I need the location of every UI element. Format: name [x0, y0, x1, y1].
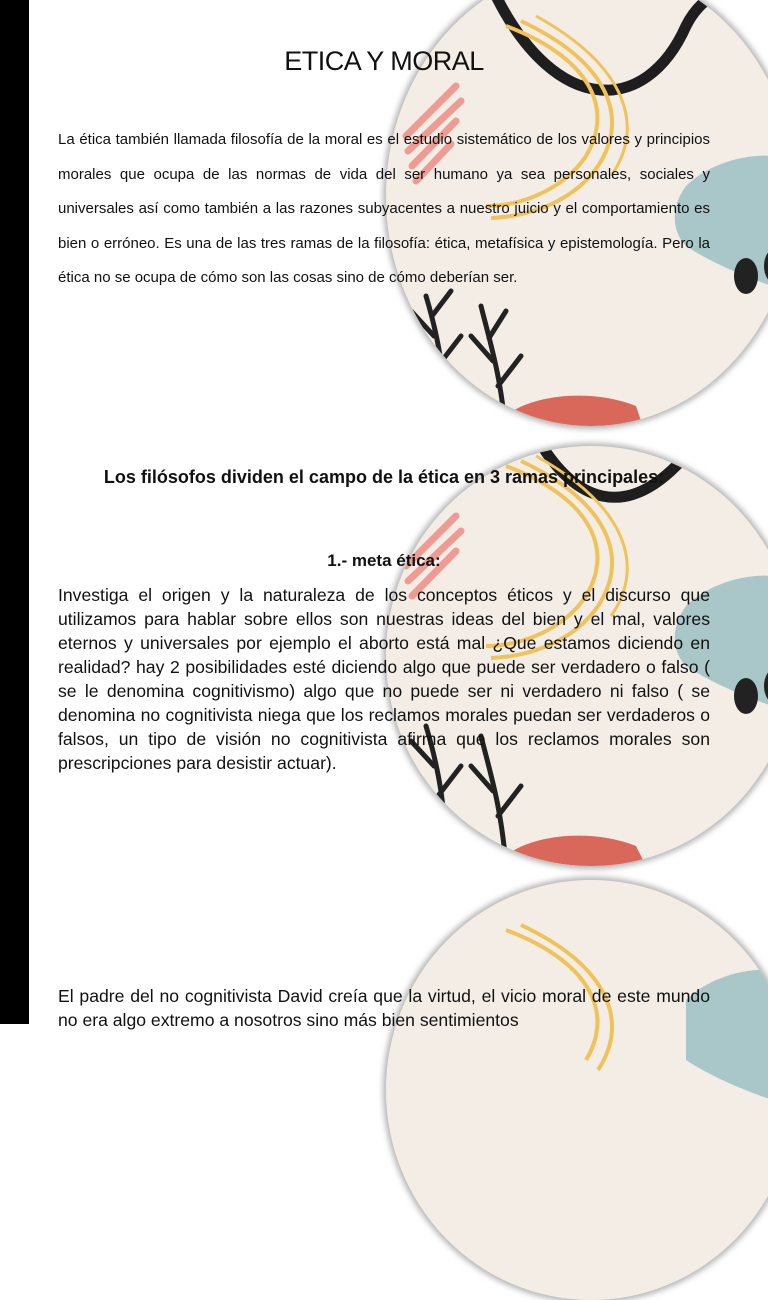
- page-title: ETICA Y MORAL: [284, 46, 484, 76]
- decorative-circle-bottom: [386, 880, 768, 1300]
- abstract-illustration: [386, 880, 768, 1300]
- section-heading-meta-etica: 1.- meta ética:: [327, 551, 441, 570]
- branches-heading: Los filósofos dividen el campo de la ética en 3 ramas principales:: [103, 467, 665, 487]
- intro-paragraph: La ética también llamada filosofía de la moral es el estudio sistemático de los valores y principios morales que ocupa de las normas de vida del ser humano ya sea personales, sociales y universales así como también a las razones subyacentes a nuestro juicio y el comportamiento es bien o erróneo. Es una de las tres ramas de la filosofía: ética, metafísica y epistemología. Pero la ética no se ocupa de cómo son las cosas sino de cómo deberían ser.: [58, 131, 710, 286]
- left-black-bar: [0, 0, 29, 1024]
- final-paragraph: El padre del no cognitivista David creía que la virtud, el vicio moral de este mundo no era algo extremo a nosotros sino más bien sentimientos: [58, 986, 710, 1030]
- meta-etica-paragraph: Investiga el origen y la naturaleza de los conceptos éticos y el discurso que utilizamos para hablar sobre ellos son nuestras ideas del bien y el mal, valores eternos y universales por ejemplo el aborto está mal ¿Que estamos diciendo en realidad? hay 2 posibilidades esté diciendo algo que puede ser verdadero o falso ( se le denomina cognitivismo) algo que no puede ser ni verdadero ni falso ( se denomina no cognitivista niega que los reclamos morales puedan ser verdaderos o falsos, un tipo de visión no cognitivista afirma que los reclamos morales son prescripciones para desistir actuar).: [58, 585, 710, 773]
